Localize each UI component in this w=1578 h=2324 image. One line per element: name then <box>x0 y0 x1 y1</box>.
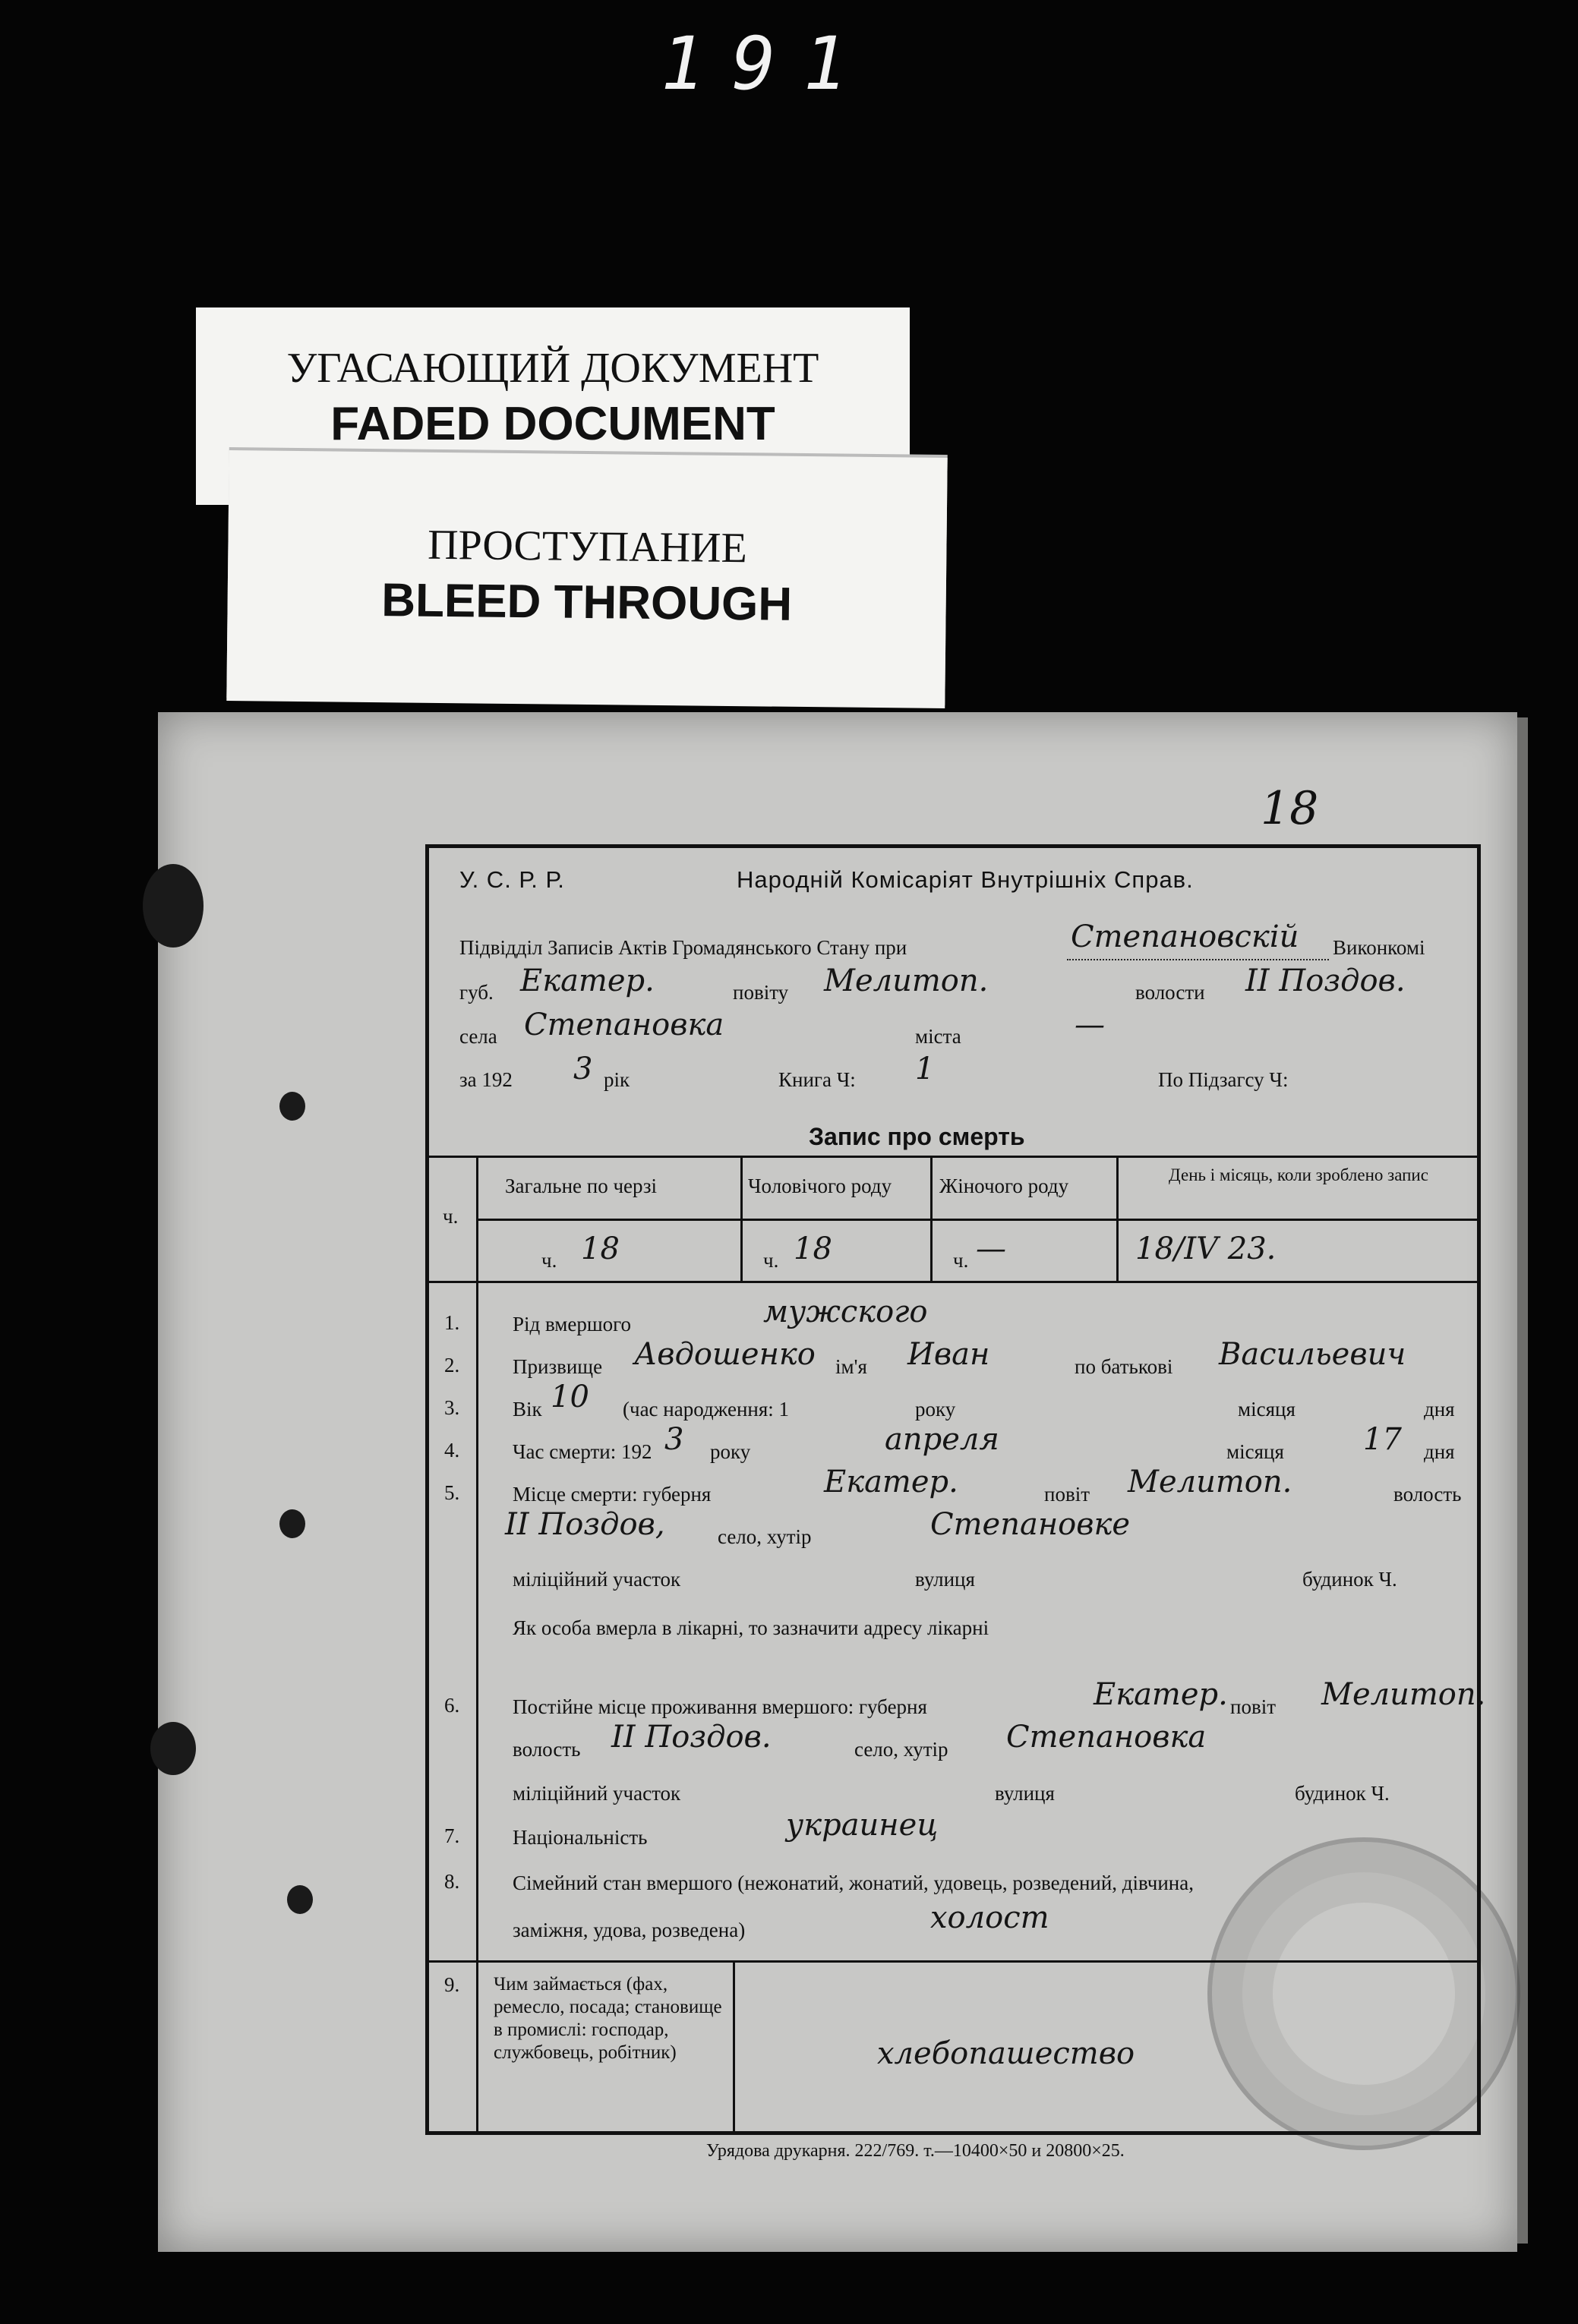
residence-volost-label: волость <box>513 1738 581 1761</box>
row-number: 7. <box>444 1824 460 1847</box>
patronymic-label: по батькові <box>1075 1355 1173 1378</box>
death-place-label: Місце смерти: губерня <box>513 1483 712 1506</box>
death-selo-label: село, хутір <box>718 1525 812 1548</box>
binding-hole <box>150 1722 196 1775</box>
faded-label-en: FADED DOCUMENT <box>330 398 775 450</box>
mista-value: — <box>1075 1007 1105 1042</box>
residence-gub-value: Екатер. <box>1094 1677 1228 1712</box>
residence-povit-value: Мелитоп. <box>1321 1677 1486 1712</box>
death-povit-label: повіт <box>1044 1483 1090 1506</box>
name-value: Иван <box>907 1337 990 1372</box>
record-date: 18/IV 23. <box>1135 1231 1277 1266</box>
row-number: 4. <box>444 1439 460 1462</box>
volost-value: II Поздов. <box>1245 963 1406 998</box>
sex-value: мужского <box>763 1294 928 1329</box>
age-label: Вік <box>513 1398 542 1421</box>
death-year-label: року <box>710 1440 751 1463</box>
birth-month-label: місяця <box>1238 1398 1296 1421</box>
hospital-label: Як особа вмерла в лікарні, то зазначити адресу лікарні <box>513 1616 989 1639</box>
death-year-value: 3 <box>664 1422 684 1457</box>
year-label: за 192 <box>459 1068 513 1091</box>
row-number: 6. <box>444 1694 460 1717</box>
death-time-label: Час смерти: 192 <box>513 1440 652 1463</box>
selo-value: Степановка <box>524 1007 724 1042</box>
header-ussr: У. С. Р. Р. <box>459 866 565 893</box>
ch-prefix: ч. <box>953 1249 969 1272</box>
death-gub-value: Екатер. <box>824 1465 958 1499</box>
year-value: 3 <box>573 1052 593 1086</box>
surname-value: Авдошенко <box>634 1337 816 1372</box>
binding-hole <box>279 1509 305 1538</box>
printer-imprint: Урядова друкарня. 222/769. т.—10400×50 и 20800×25. <box>706 2141 1125 2161</box>
death-month-label: місяця <box>1226 1440 1284 1463</box>
death-record-form <box>425 844 1486 2135</box>
page-number: 18 <box>1261 782 1319 835</box>
nationality-label: Національність <box>513 1826 648 1849</box>
form-title: Запис про смерть <box>809 1123 1025 1150</box>
book-label: Книга Ч: <box>778 1068 856 1091</box>
ch-label: ч. <box>443 1205 459 1228</box>
marital-label-cont: заміжня, удова, розведена) <box>513 1919 746 1941</box>
fill-line <box>1067 959 1329 960</box>
death-day-value: 17 <box>1363 1422 1402 1457</box>
divider <box>429 1281 1477 1283</box>
office-suffix: Виконкомі <box>1333 936 1425 959</box>
residence-selo-value: Степановка <box>1006 1720 1207 1755</box>
ch-prefix: ч. <box>541 1249 557 1272</box>
death-volost-label: волость <box>1393 1483 1462 1506</box>
birth-label: (час народження: 1 <box>623 1398 790 1421</box>
marital-value: холост <box>930 1900 1049 1935</box>
povit-value: Мелитоп. <box>824 963 989 998</box>
death-povit-value: Мелитоп. <box>1128 1465 1292 1499</box>
row-number: 3. <box>444 1396 460 1419</box>
col-male: Чоловічого роду <box>748 1175 892 1197</box>
binding-hole <box>143 864 204 948</box>
street-label: вулиця <box>995 1782 1055 1805</box>
header-commissariat: Народній Комісаріят Внутрішніх Справ. <box>737 866 1194 893</box>
residence-volost-value: II Поздов. <box>611 1720 772 1755</box>
general-number: 18 <box>581 1231 620 1266</box>
house-label: будинок Ч. <box>1295 1782 1390 1805</box>
militia-label: міліційний участок <box>513 1568 681 1591</box>
col-general: Загальне по черзі <box>505 1175 658 1197</box>
gub-value: Екатер. <box>520 963 655 998</box>
male-number: 18 <box>794 1231 832 1266</box>
gub-label: губ. <box>459 981 494 1004</box>
row-number: 9. <box>444 1973 460 1996</box>
residence-selo-label: село, хутір <box>854 1738 948 1761</box>
street-label: вулиця <box>915 1568 975 1591</box>
surname-label: Призвище <box>513 1355 603 1378</box>
death-selo-value: Степановке <box>930 1507 1131 1542</box>
col-date: День і місяць, коли зроблено запис <box>1169 1165 1428 1184</box>
row-number: 1. <box>444 1311 460 1334</box>
sub-registry-label: По Підзагсу Ч: <box>1158 1068 1289 1091</box>
divider <box>476 1281 478 2135</box>
female-number: — <box>976 1231 1006 1266</box>
povit-label: повіту <box>733 981 789 1004</box>
patronymic-value: Васильевич <box>1219 1337 1406 1372</box>
faded-label-ru: УГАСАЮЩИЙ ДОКУМЕНТ <box>286 345 819 392</box>
col-female: Жіночого роду <box>939 1175 1069 1197</box>
nationality-value: украинец <box>786 1808 939 1843</box>
row-number: 5. <box>444 1481 460 1504</box>
birth-year-label: року <box>915 1398 956 1421</box>
binding-hole <box>287 1885 313 1914</box>
office-value: Степановскiй <box>1071 919 1299 954</box>
mista-label: міста <box>915 1025 961 1048</box>
occupation-value: хлебопашество <box>877 2036 1135 2071</box>
row-number: 8. <box>444 1870 460 1893</box>
death-day-label: дня <box>1424 1440 1455 1463</box>
bleed-through-label <box>226 450 947 708</box>
selo-label: села <box>459 1025 497 1048</box>
ch-prefix: ч. <box>763 1249 779 1272</box>
year-suffix: рік <box>604 1068 630 1091</box>
row-number: 2. <box>444 1354 460 1376</box>
bleed-label-ru: ПРОСТУПАНИЕ <box>427 521 748 572</box>
archive-number: 191 <box>661 21 875 106</box>
residence-label: Постійне місце проживання вмершого: губерня <box>513 1695 927 1718</box>
birth-day-label: дня <box>1424 1398 1455 1421</box>
sex-label: Рід вмершого <box>513 1313 632 1335</box>
age-value: 10 <box>551 1380 589 1414</box>
divider <box>476 1219 1477 1221</box>
bleed-label-en: BLEED THROUGH <box>380 574 793 631</box>
binding-hole <box>279 1092 305 1121</box>
divider <box>733 1960 735 2135</box>
death-month-value: апреля <box>885 1422 999 1457</box>
residence-povit-label: повіт <box>1230 1695 1276 1718</box>
book-value: 1 <box>915 1052 935 1086</box>
name-label: ім'я <box>835 1355 867 1378</box>
volost-label: волости <box>1135 981 1205 1004</box>
house-label: будинок Ч. <box>1302 1568 1397 1591</box>
office-label: Підвідділ Записів Актів Громадянського Стану при <box>459 936 907 959</box>
marital-label: Сімейний стан вмершого (нежонатий, жонатий, удовець, розведений, дівчина, <box>513 1871 1194 1894</box>
occupation-label: Чим займається (фах, ремесло, посада; становище в промислі: господар, службовець, робітник) <box>494 1974 722 2063</box>
militia-label: міліційний участок <box>513 1782 681 1805</box>
death-volost-value: II Поздов, <box>505 1507 665 1542</box>
divider <box>429 1156 1477 1158</box>
divider <box>429 1960 1477 1963</box>
